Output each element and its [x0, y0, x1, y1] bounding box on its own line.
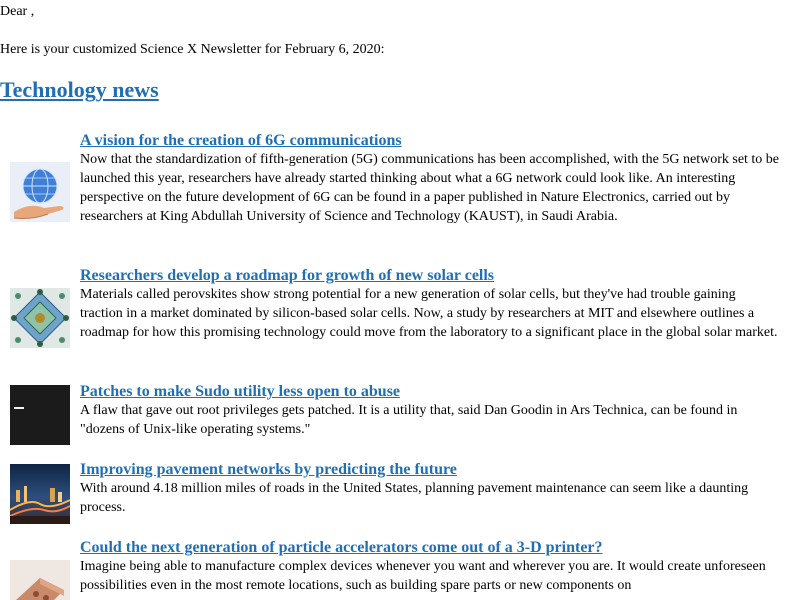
perovskite-crystal-icon[interactable] — [10, 288, 70, 348]
article-body — [80, 131, 780, 226]
article-body — [80, 382, 780, 439]
3d-printed-part-icon[interactable] — [10, 560, 70, 600]
city-road-icon[interactable] — [10, 464, 70, 524]
article-summary: A flaw that gave out root privileges gets patched. It is a utility that, said Dan Goodin in Ars Technica, can be found in "dozens of Unix-like operating systems." — [80, 403, 738, 437]
article-title-link[interactable]: Researchers develop a roadmap for growth of new solar cells — [80, 267, 495, 284]
section-title-link[interactable]: Technology news — [0, 77, 159, 102]
article-title-link[interactable]: Could the next generation of particle accelerators come out of a 3-D printer? — [80, 539, 603, 556]
article-title-link[interactable]: A vision for the creation of 6G communications — [80, 132, 402, 149]
globe-in-hand-icon[interactable] — [10, 162, 70, 222]
article-summary: Now that the standardization of fifth-generation (5G) communications has been accomplished, with the 5G network set to be launched this year, researchers have already started thinking about what a 6G network could look like. An interesting perspective on the future development of 6G can be found in a paper published in Nature Electronics, carried out by researchers at King Abdullah University of Science and Technology (KAUST), in Saudi Arabia. — [80, 152, 780, 224]
article-title-link[interactable]: Improving pavement networks by predicting the future — [80, 461, 457, 478]
article-title-link[interactable]: Patches to make Sudo utility less open to abuse — [80, 383, 401, 400]
article-body — [80, 460, 780, 517]
article-summary: Materials called perovskites show strong potential for a new generation of solar cells, but they've had trouble gaining traction in a market dominated by silicon-based solar cells. Now, a study by researchers at MIT and elsewhere outlines a roadmap for how this promising technology could move from the laboratory to a significant place in the global solar market. — [80, 287, 778, 340]
article-body — [80, 538, 780, 595]
article-body — [80, 266, 780, 342]
terminal-icon[interactable] — [10, 385, 70, 445]
article-summary: Imagine being able to manufacture complex devices whenever you want and wherever you are. It would create unforeseen possibilities even in the most remote locations, such as building spare parts or new components on — [80, 559, 766, 593]
greeting: Dear , — [0, 4, 35, 19]
article-summary: With around 4.18 million miles of roads in the United States, planning pavement maintenance can seem like a daunting process. — [80, 481, 749, 515]
intro-text: Here is your customized Science X Newsletter for February 6, 2020: — [0, 42, 385, 57]
